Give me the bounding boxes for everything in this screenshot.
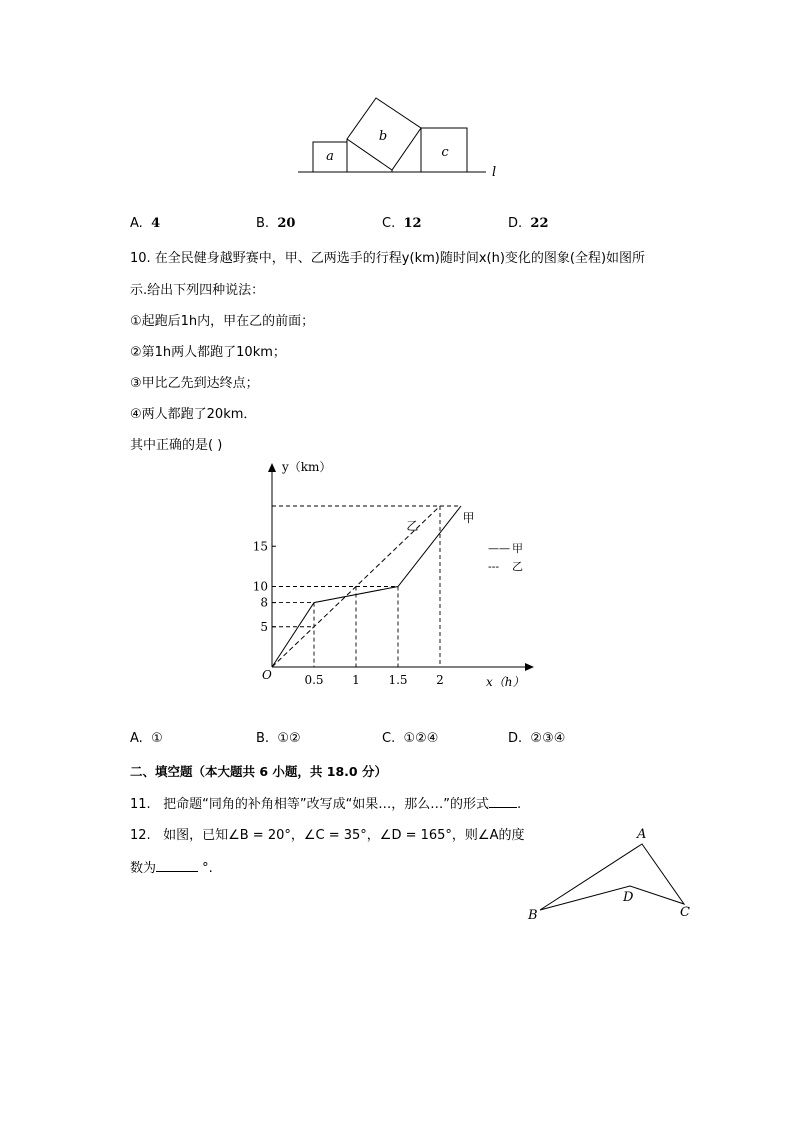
y-tick-label: 8 <box>260 595 268 610</box>
series-label-jia: 甲 <box>462 511 475 525</box>
quadrilateral-abdc <box>540 844 684 910</box>
y-axis-label: y（km） <box>282 460 332 474</box>
q12-stem <box>130 824 524 843</box>
label-b: b <box>378 129 388 144</box>
q9-option-d[interactable]: D. 22 <box>508 216 549 231</box>
x-tick-label: 1.5 <box>388 673 408 687</box>
x-axis-arrow <box>525 663 534 671</box>
y-tick-label: 10 <box>252 579 268 594</box>
q11-number: 11. <box>130 797 151 812</box>
label-c: c <box>441 145 449 160</box>
origin-label: O <box>262 668 272 682</box>
q10-statement-1: ①起跑后1h内，甲在乙的前面； <box>130 314 315 329</box>
x-tick-label: 2 <box>436 673 444 687</box>
q11: 11. 把命题“同角的补角相等”改写成“如果…，那么…”的形式 . <box>130 797 522 812</box>
q10-statement-3: ③甲比乙先到达终点； <box>130 376 259 391</box>
q10-distance-time-chart <box>250 455 550 695</box>
q9-option-c[interactable]: C. 12 <box>382 216 422 231</box>
q10-option-b[interactable]: B. ①② <box>256 731 301 746</box>
label-a: a <box>326 149 334 164</box>
q10-option-c[interactable]: C. ①②④ <box>382 731 439 746</box>
q12-number: 12. <box>130 828 151 843</box>
legend-mark-jia: —— <box>488 542 510 555</box>
q11-text: 把命题“同角的补角相等”改写成“如果…，那么…”的形式 <box>163 797 490 812</box>
q9-option-a[interactable]: A. 4 <box>130 216 161 231</box>
q9-option-b[interactable]: B. 20 <box>256 216 296 231</box>
vertex-d: D <box>623 890 634 905</box>
x-axis-label: x（h） <box>486 675 525 689</box>
q12-answer-blank[interactable] <box>156 859 198 872</box>
legend-mark-yi: --- <box>488 560 500 573</box>
vertex-c: C <box>680 905 690 920</box>
y-axis-arrow <box>268 463 276 472</box>
x-tick-label: 0.5 <box>304 673 324 687</box>
series-label-yi: 乙 <box>406 519 419 534</box>
q10-option-a[interactable]: A. ① <box>130 731 163 746</box>
x-tick-label: 1 <box>352 673 360 687</box>
q12-text: 如图，已知∠B = 20°，∠C = 35°，∠D = 165°，则∠A的度 <box>163 828 525 843</box>
y-tick-label: 15 <box>252 539 268 554</box>
y-tick-label: 5 <box>260 619 268 634</box>
q9-squares-figure <box>290 90 510 185</box>
vertex-b: B <box>528 908 538 923</box>
legend-name-yi: 乙 <box>512 560 523 573</box>
q11-answer-blank[interactable] <box>489 795 517 808</box>
q10-statement-2: ②第1h两人都跑了10km； <box>130 345 286 360</box>
legend-name-jia: 甲 <box>512 542 523 555</box>
q12-line2: 数为 °. <box>130 861 213 876</box>
q10-question: 其中正确的是( ) <box>130 438 223 453</box>
label-l: l <box>492 165 497 180</box>
q10-statement-4: ④两人都跑了20km． <box>130 407 257 422</box>
q12-quadrilateral-figure <box>520 820 700 930</box>
section-heading-fill-blank: 二、填空题（本大题共 6 小题，共 18.0 分） <box>130 764 387 779</box>
q10-stem-line1: 10. 在全民健身越野赛中，甲、乙两选手的行程y(km)随时间x(h)变化的图象(全程)如图所 <box>130 251 646 266</box>
vertex-a: A <box>637 827 647 842</box>
q10-stem-line2: 示.给出下列四种说法： <box>130 283 265 298</box>
q10-option-d[interactable]: D. ②③④ <box>508 731 566 746</box>
